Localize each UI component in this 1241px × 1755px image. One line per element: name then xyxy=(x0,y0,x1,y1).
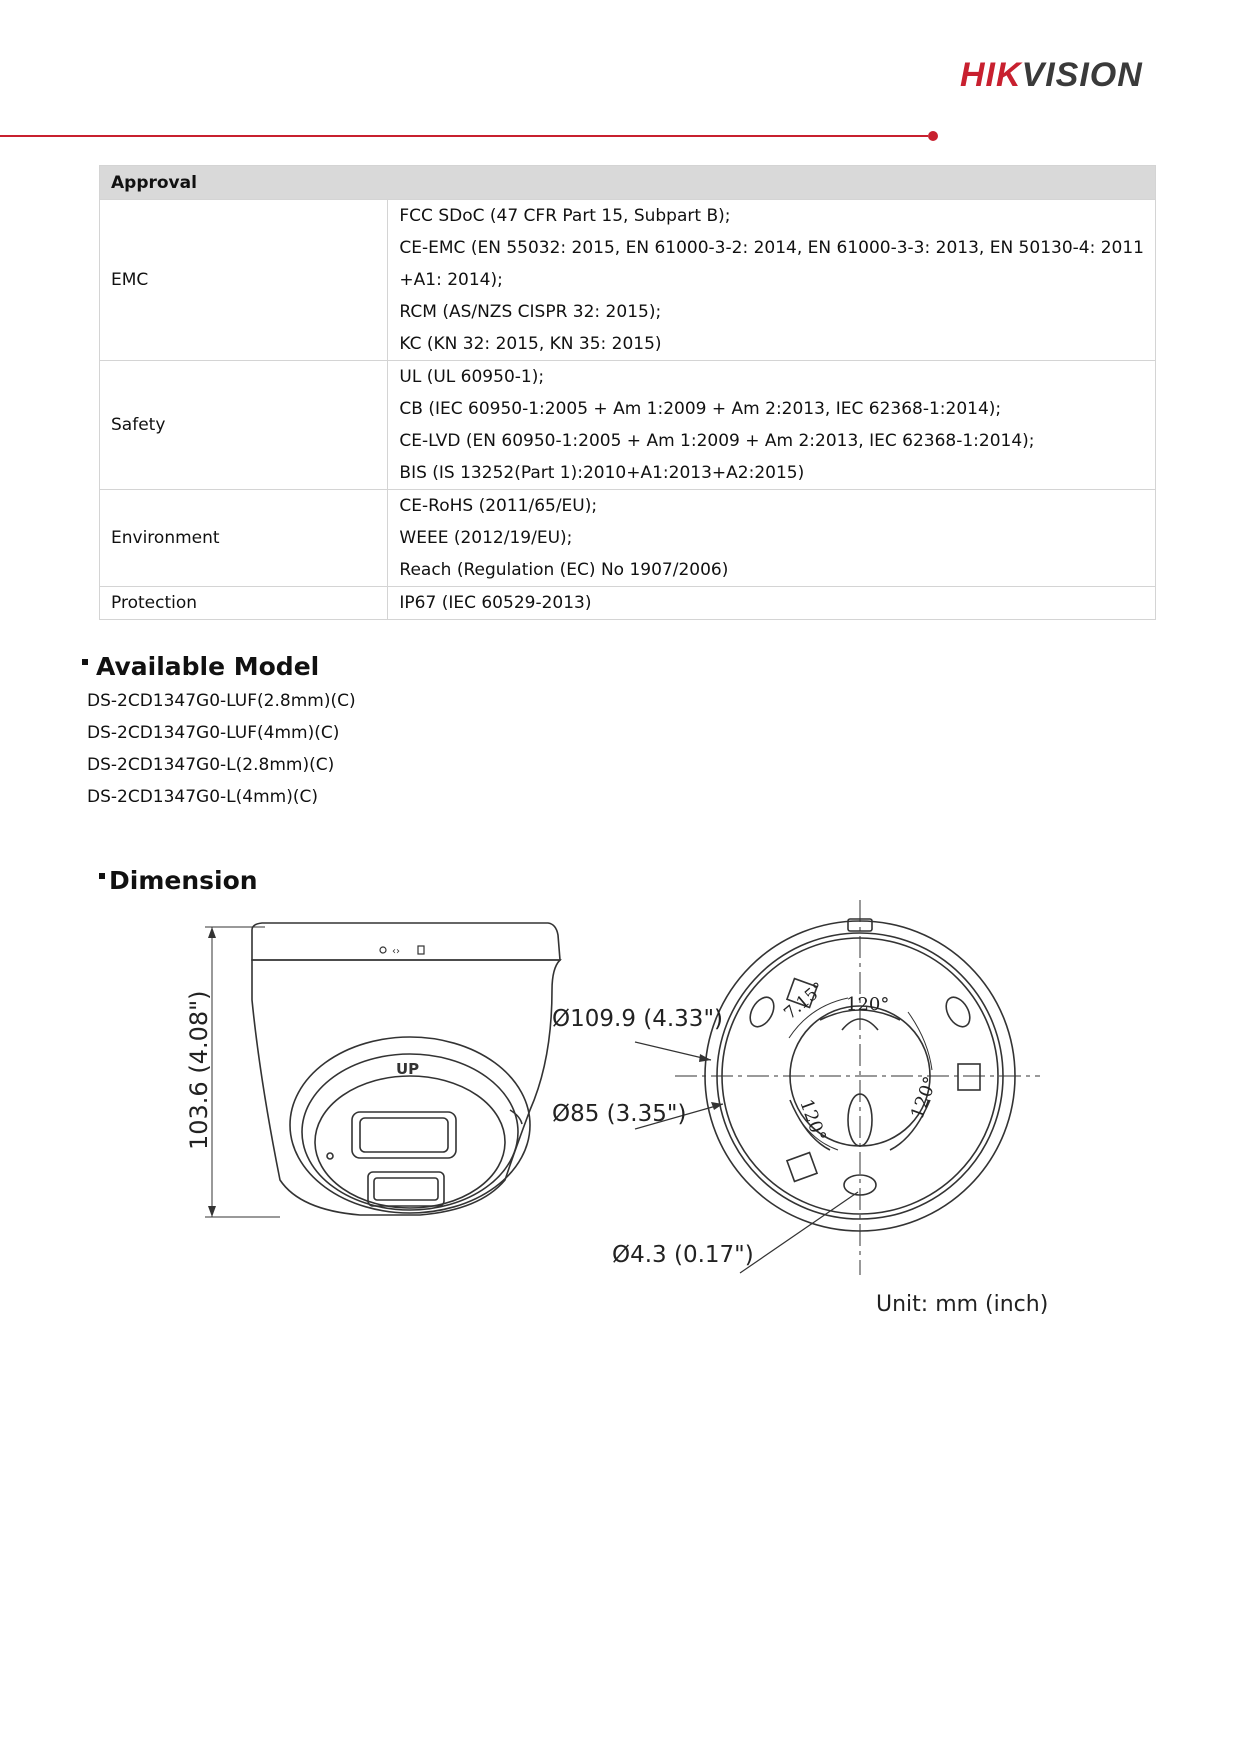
dimension-drawing xyxy=(0,880,1241,1300)
list-item: DS-2CD1347G0-L(2.8mm)(C) xyxy=(87,755,335,775)
approval-table xyxy=(99,165,1156,620)
header-divider-dot xyxy=(928,131,938,141)
outer-diameter-label: Ø109.9 (4.33") xyxy=(552,1006,723,1032)
row-value-protection xyxy=(388,587,1156,620)
row-label-emc: EMC xyxy=(100,200,388,361)
value-line: WEEE (2012/19/EU); xyxy=(399,528,573,548)
height-label: 103.6 (4.08") xyxy=(185,990,213,1150)
bullet-icon xyxy=(99,873,105,879)
available-model-heading xyxy=(82,652,319,681)
table-row xyxy=(100,361,1156,490)
list-item: DS-2CD1347G0-L(4mm)(C) xyxy=(87,787,318,807)
angle-label-120-left: 120° xyxy=(795,1096,830,1145)
row-label-safety: Safety xyxy=(100,361,388,490)
table-row xyxy=(100,490,1156,587)
row-label-environment: Environment xyxy=(100,490,388,587)
list-item: DS-2CD1347G0-LUF(2.8mm)(C) xyxy=(87,691,356,711)
value-line: IP67 (IEC 60529-2013) xyxy=(399,593,592,613)
angle-label-120-right: 120° xyxy=(906,1073,942,1122)
bullet-icon xyxy=(82,659,88,665)
model-list xyxy=(87,685,356,813)
value-line: FCC SDoC (47 CFR Part 15, Subpart B); xyxy=(399,206,731,226)
value-line: KC (KN 32: 2015, KN 35: 2015) xyxy=(399,334,662,354)
svg-text:‹›: ‹› xyxy=(392,946,400,957)
hole-diameter-label: Ø4.3 (0.17") xyxy=(612,1242,754,1268)
row-label-protection: Protection xyxy=(100,587,388,620)
value-line: RCM (AS/NZS CISPR 32: 2015); xyxy=(399,302,662,322)
row-value-emc xyxy=(388,200,1156,361)
value-line: CE-RoHS (2011/65/EU); xyxy=(399,496,598,516)
list-item: DS-2CD1347G0-LUF(4mm)(C) xyxy=(87,723,340,743)
up-mark: UP xyxy=(396,1060,420,1078)
value-line: UL (UL 60950-1); xyxy=(399,367,545,387)
value-line: CB (IEC 60950-1:2005 + Am 1:2009 + Am 2:2013, IEC 62368-1:2014); xyxy=(399,399,1002,419)
value-line: Reach (Regulation (EC) No 1907/2006) xyxy=(399,560,729,580)
unit-label: Unit: mm (inch) xyxy=(876,1292,1049,1317)
value-line: BIS (IS 13252(Part 1):2010+A1:2013+A2:2015) xyxy=(399,463,805,483)
dimension-title: Dimension xyxy=(109,866,258,895)
table-row xyxy=(100,587,1156,620)
angle-label-120-top: 120° xyxy=(846,994,890,1015)
available-model-title: Available Model xyxy=(96,652,320,681)
inner-diameter-label: Ø85 (3.35") xyxy=(552,1101,687,1127)
row-value-safety xyxy=(388,361,1156,490)
header-divider xyxy=(0,135,928,137)
value-line: CE-LVD (EN 60950-1:2005 + Am 1:2009 + Am 2:2013, IEC 62368-1:2014); xyxy=(399,431,1035,451)
hikvision-logo: HIKVISION xyxy=(960,56,1143,94)
value-line: CE-EMC (EN 55032: 2015, EN 61000-3-2: 2014, EN 61000-3-3: 2013, EN 50130-4: 2011 xyxy=(399,238,1144,258)
row-value-environment xyxy=(388,490,1156,587)
angle-label-small: 7.15° xyxy=(780,978,829,1024)
approval-header: Approval xyxy=(100,166,1156,200)
value-line: +A1: 2014); xyxy=(399,270,503,290)
table-row xyxy=(100,200,1156,361)
